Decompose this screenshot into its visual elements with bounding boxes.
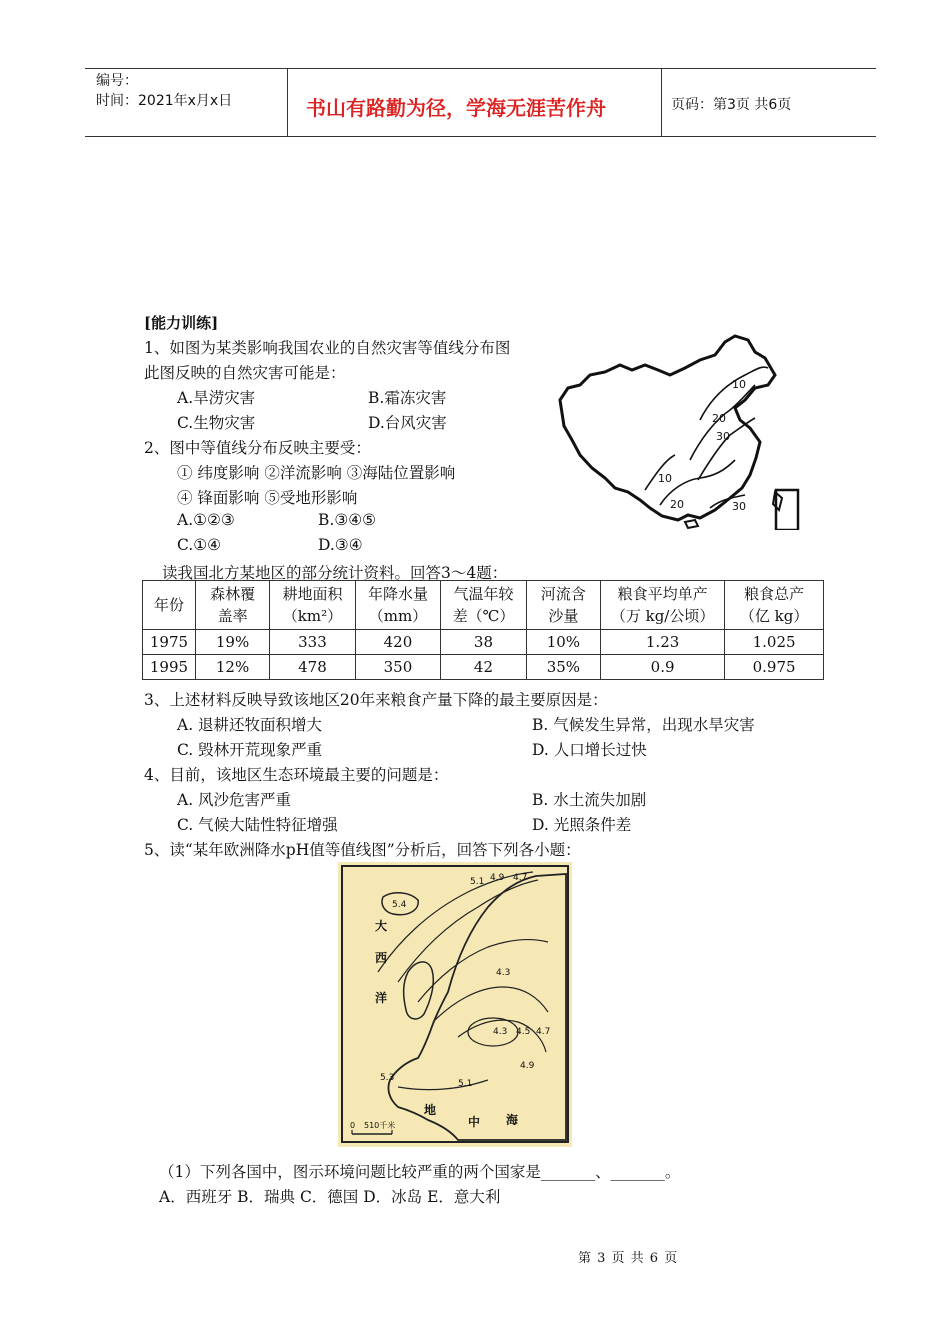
table-cell: 10%: [526, 630, 600, 655]
header-bottom-rule: [85, 136, 876, 137]
header-divider-2: [661, 68, 662, 136]
sea-label: 中: [468, 1115, 481, 1129]
map-value-label: 5.1: [470, 877, 485, 887]
table-cell: 12%: [195, 655, 269, 680]
map-value-label: 4.3: [493, 1027, 508, 1037]
q2-option-a: A.①②③: [177, 511, 235, 529]
header-top-rule: [85, 68, 876, 69]
table-cell: 1.025: [725, 630, 824, 655]
table-cell: 1995: [143, 655, 196, 680]
map-value-label: 4.9: [490, 873, 505, 883]
table-cell: 35%: [526, 655, 600, 680]
q5-stem: 5、读“某年欧洲降水pH值等值线图”分析后，回答下列各小题：: [144, 841, 581, 859]
table-cell: 42: [441, 655, 527, 680]
table-header-cell: 年降水量 （mm）: [355, 581, 441, 630]
map-value-label: 5.1: [458, 1079, 473, 1089]
ocean-label: 西: [375, 951, 388, 965]
q4-option-b: B. 水土流失加剧: [532, 791, 647, 809]
china-outline: [560, 336, 775, 520]
china-map-label: 30: [716, 430, 730, 443]
isoline-10-north: [700, 367, 768, 420]
europe-ph-map: [338, 862, 572, 1147]
table-header-cell: 河流含 沙量: [526, 581, 600, 630]
ocean-label: 洋: [375, 991, 388, 1005]
q3-option-c: C. 毁林开荒现象严重: [177, 741, 323, 759]
header-page-label: 页码：第3页 共6页: [671, 97, 792, 113]
table-header-cell: 年份: [143, 581, 196, 630]
scale-zero: 0: [350, 1121, 356, 1130]
taiwan-island: [773, 492, 782, 510]
table-row: [143, 655, 824, 680]
china-map-label: 30: [732, 500, 746, 513]
q1-stem-line2: 此图反映的自然灾害可能是：: [144, 364, 346, 382]
header-time-label: 时间：2021年x月x日: [96, 93, 233, 109]
china-map-label: 10: [658, 472, 672, 485]
sea-label: 地: [424, 1103, 437, 1117]
table-cell: 19%: [195, 630, 269, 655]
table-cell: 1.23: [601, 630, 725, 655]
header-motto: 书山有路勤为径，学海无涯苦作舟: [306, 96, 606, 120]
ocean-label: 大: [375, 919, 388, 933]
q1-stem-line1: 1、如图为某类影响我国农业的自然灾害等值线分布图: [144, 339, 511, 357]
table-header-cell: 粮食平均单产 （万 kg/公顷）: [601, 581, 725, 630]
sub1-options: A．西班牙 B．瑞典 C．德国 D．冰岛 E．意大利: [159, 1188, 501, 1206]
table-header-cell: 粮食总产 （亿 kg）: [725, 581, 824, 630]
table-cell: 350: [355, 655, 441, 680]
page-footer: 第 3 页 共 6 页: [578, 1251, 679, 1266]
q2-factors-line2: ④ 锋面影响 ⑤受地形影响: [177, 489, 358, 507]
q2-stem: 2、图中等值线分布反映主要受：: [144, 439, 371, 457]
china-isoline-map: [550, 330, 815, 530]
q1-option-b: B.霜冻灾害: [368, 389, 447, 407]
table-cell: 1975: [143, 630, 196, 655]
map-value-label: 5.4: [392, 900, 407, 910]
table-intro: 读我国北方某地区的部分统计资料。回答3～4题：: [162, 564, 508, 582]
q1-option-a: A.旱涝灾害: [177, 389, 256, 407]
table-cell: 333: [270, 630, 356, 655]
map-value-label: 4.3: [496, 968, 511, 978]
q1-option-c: C.生物灾害: [177, 414, 256, 432]
header-divider-1: [287, 68, 288, 136]
q3-option-a: A. 退耕还牧面积增大: [177, 716, 323, 734]
hainan-island: [685, 520, 698, 528]
q2-option-d: D.③④: [318, 536, 363, 554]
map-value-label: 5.3: [380, 1073, 395, 1083]
q2-option-b: B.③④⑤: [318, 511, 377, 529]
q2-option-c: C.①④: [177, 536, 222, 554]
map-value-label: 4.7: [536, 1027, 551, 1037]
isoline-30-central: [698, 418, 755, 480]
q4-option-a: A. 风沙危害严重: [177, 791, 292, 809]
table-cell: 0.9: [601, 655, 725, 680]
sea-label: 海: [506, 1113, 519, 1127]
section-title: [能力训练]: [144, 314, 219, 332]
map-value-label: 4.7: [513, 873, 528, 883]
sub1-stem: （1）下列各国中，图示环境问题比较严重的两个国家是_______、_______。: [159, 1163, 681, 1181]
map-value-label: 4.9: [520, 1061, 535, 1071]
q1-option-d: D.台风灾害: [368, 414, 447, 432]
table-cell: 420: [355, 630, 441, 655]
china-map-label: 20: [670, 498, 684, 511]
q3-stem: 3、上述材料反映导致该地区20年来粮食产量下降的最主要原因是：: [144, 691, 608, 709]
table-header-cell: 气温年较 差（℃）: [441, 581, 527, 630]
q4-option-d: D. 光照条件差: [532, 816, 632, 834]
table-cell: 478: [270, 655, 356, 680]
table-cell: 0.975: [725, 655, 824, 680]
table-header-row: [143, 581, 824, 630]
q3-option-b: B. 气候发生异常，出现水旱灾害: [532, 716, 755, 734]
china-map-label: 10: [732, 378, 746, 391]
table-row: [143, 630, 824, 655]
table-header-cell: 森林覆 盖率: [195, 581, 269, 630]
q2-factors-line1: ① 纬度影响 ②洋流影响 ③海陆位置影响: [177, 464, 456, 482]
scale-label: 510千米: [364, 1121, 396, 1130]
q3-option-d: D. 人口增长过快: [532, 741, 647, 759]
q4-option-c: C. 气候大陆性特征增强: [177, 816, 338, 834]
header-number-label: 编号：: [96, 73, 138, 89]
table-header-cell: 耕地面积 （km²）: [270, 581, 356, 630]
table-cell: 38: [441, 630, 527, 655]
q4-stem: 4、目前，该地区生态环境最主要的问题是：: [144, 766, 449, 784]
map-value-label: 4.5: [516, 1027, 531, 1037]
stats-table: [142, 580, 824, 680]
china-map-label: 20: [712, 412, 726, 425]
